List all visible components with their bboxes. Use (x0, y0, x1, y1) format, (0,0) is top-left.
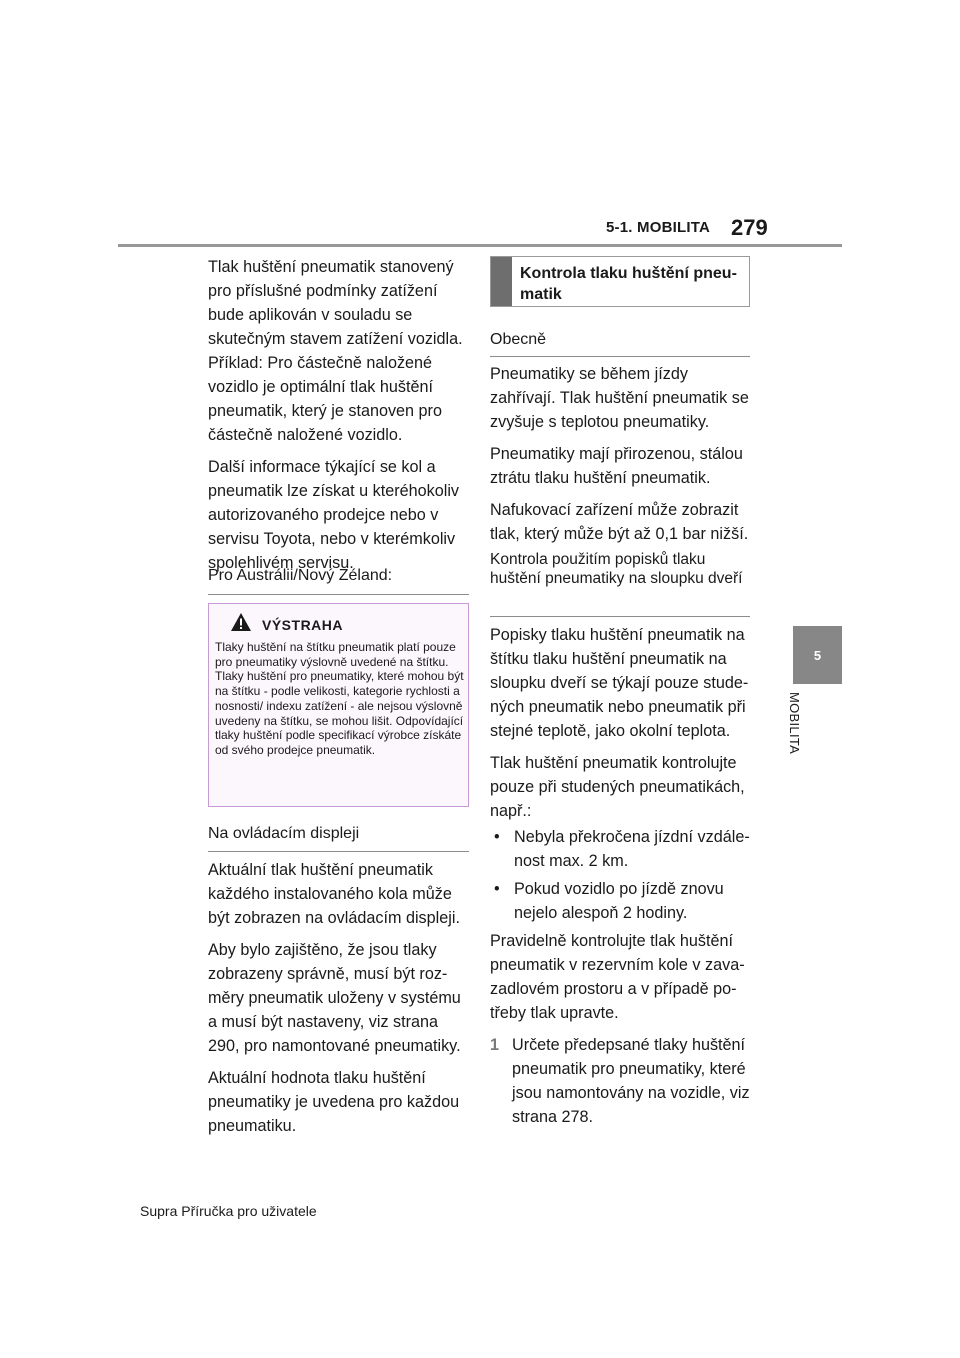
subheading-door-labels: Kontrola použitím popisků tlaku huštění pneumatiky na sloupku dveří (490, 551, 750, 617)
paragraph: Další informace týkající se kol a pneumatik lze získat u kteréhokoliv autorizovaného prodejce nebo v servisu Toyota, nebo v kterémkoliv spolehlivém servisu. (208, 458, 460, 572)
paragraph: Tlak huštění pneumatik stanovený pro příslušné podmínky zatížení bude aplikován v souladu se skutečným stavem zatížení vozidla. Příklad: Pro částečně naložené vozidlo je optimální tlak huštění pneumatik, který je stanoven pro částečně naložené vozidlo. (208, 258, 463, 444)
paragraph: Nafukovací zařízení může zobrazit tlak, který může být až 0,1 bar nižší. (490, 501, 749, 543)
footer-text: Supra Příručka pro uživatele (140, 1203, 317, 1219)
warning-title: VÝSTRAHA (262, 616, 344, 633)
subheading-display: Na ovládacím displeji (208, 823, 469, 852)
list-item: • Nebyla překročena jízdní vzdálenost max. 2 km. (490, 825, 750, 873)
page-number: 279 (731, 215, 768, 240)
subheading-australia: Pro Austrálii/Nový Zéland: (208, 565, 469, 595)
step-number: 1 (490, 1036, 500, 1054)
paragraph: Pneumatiky mají přirozenou, stálou ztrátu tlaku huštění pneumatik. (490, 445, 743, 487)
subheading-general: Obecně (490, 329, 750, 357)
warning-text: Tlaky huštění na štítku pneumatik platí pouze pro pneumatiky výslovně uvedené na štítku. Tlaky huštění pro pneumatiky, které mohou být na štítku - podle velikosti, kategorie rychlosti a nosnosti/ indexu zatížení - ale nejsou výslovně uvedeny na štítku, se mohou lišit. Odpovídající tlaky huštění podle specifikací výrobce získáte od svého prodejce pneumatik. (215, 640, 464, 757)
section-heading-box (490, 256, 750, 307)
chapter-label: MOBILITA (787, 692, 802, 755)
paragraph: Aktuální tlak huštění pneumatik každého instalovaného kola může být zobrazen na ovládacím displeji. (208, 861, 460, 927)
header-rule (118, 244, 842, 247)
left-column (208, 255, 468, 583)
step-item (490, 1033, 750, 1129)
paragraph: Pravidelně kontrolujte tlak huštění pneumatik v rezervním kole v zavazadlovém prostoru a v případě potřeby tlak upravte. (490, 932, 745, 1022)
section-title: Kontrola tlaku huštění pneumatik (520, 265, 737, 303)
paragraph: Pneumatiky se během jízdy zahřívají. Tlak huštění pneumatik se zvyšuje s teplotou pneumatiky. (490, 365, 749, 431)
paragraph: Aby bylo zajištěno, že jsou tlaky zobrazeny správně, musí být rozměry pneumatik uloženy v systému a musí být nastaveny, viz strana 290, pro namontované pneumatiky. (208, 941, 461, 1055)
section-bar (491, 257, 512, 306)
bullet-marker: • (494, 880, 500, 898)
bullet-marker: • (494, 828, 500, 846)
section-header: 5-1. MOBILITA (606, 219, 710, 236)
chapter-tab[interactable]: 5 (793, 626, 842, 684)
paragraph: Aktuální hodnota tlaku huštění pneumatiky je uvedena pro každou pneumatiku. (208, 1069, 460, 1135)
step-text: Určete předepsané tlaky huštění pneumatik pro pneumatiky, které jsou namontovány na vozidle, viz strana 278. (512, 1036, 750, 1126)
paragraph: Tlak huštění pneumatik kontrolujte pouze při studených pneumatikách, např.: (490, 754, 745, 820)
warning-box (208, 603, 469, 807)
list-item: • Pokud vozidlo po jízdě znovu nejelo alespoň 2 hodiny. (490, 877, 750, 925)
warning-triangle-icon (230, 612, 252, 637)
paragraph: Popisky tlaku huštění pneumatik na štítku tlaku huštění pneumatik na sloupku dveří se týkají pouze studených pneumatik nebo pneumatik při stejné teplotě, jako okolní teplota. (490, 626, 749, 740)
right-column (490, 362, 750, 554)
warning-header (230, 612, 343, 637)
left-column-lower (208, 858, 468, 1146)
right-column-lower (490, 623, 750, 1129)
